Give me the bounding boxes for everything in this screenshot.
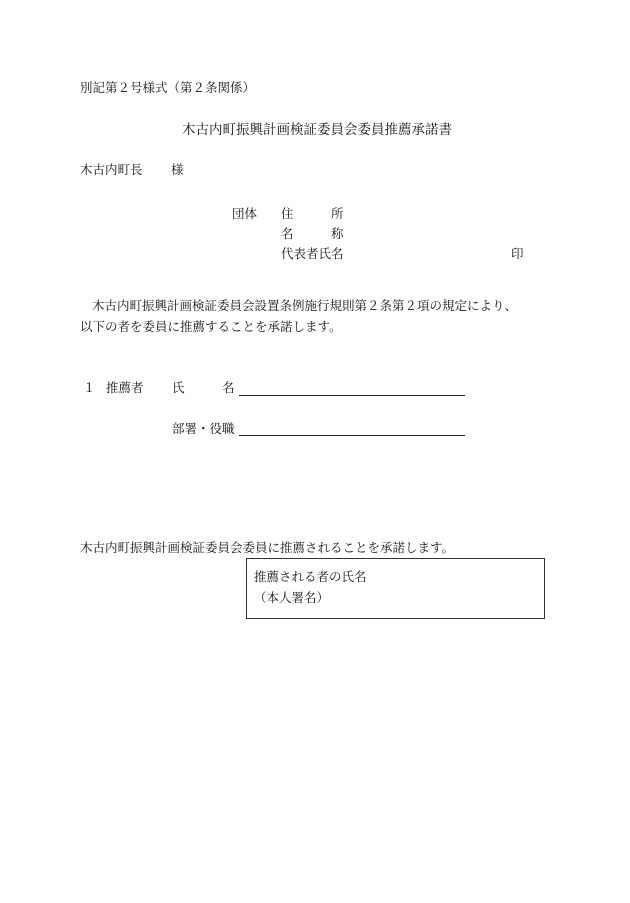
nominee-position-label: 部署・役職	[172, 421, 235, 436]
nominee-name-line[interactable]	[239, 395, 465, 396]
seal-mark: 印	[511, 246, 524, 261]
signature-box-label: 推薦される者の氏名	[254, 569, 367, 584]
nominee-label: 推薦者	[106, 380, 144, 395]
page-title: 木古内町振興計画検証委員会委員推薦承諾書	[182, 122, 452, 138]
form-id: 別記第２号様式（第２条関係）	[80, 80, 256, 95]
nominee-name-label: 氏 名	[172, 380, 235, 395]
addressee-name: 木古内町長	[80, 162, 143, 177]
nominee-number: １	[83, 380, 96, 395]
signature-box-note: （本人署名）	[254, 590, 330, 605]
consent-statement: 木古内町振興計画検証委員会委員に推薦されることを承諾します。	[80, 540, 455, 555]
nominee-position-line[interactable]	[239, 435, 465, 436]
group-name-label: 名 称	[281, 226, 344, 241]
body-text-line-1: 木古内町振興計画検証委員会設置条例施行規則第２条第２項の規定により、	[92, 298, 518, 313]
body-text-line-2: 以下の者を委員に推薦することを承諾します。	[80, 319, 342, 334]
group-label: 団体	[232, 206, 258, 221]
signature-box[interactable]	[246, 558, 545, 619]
representative-label: 代表者氏名	[281, 246, 344, 261]
addressee-honorific: 様	[171, 162, 184, 177]
address-label: 住 所	[281, 206, 344, 221]
